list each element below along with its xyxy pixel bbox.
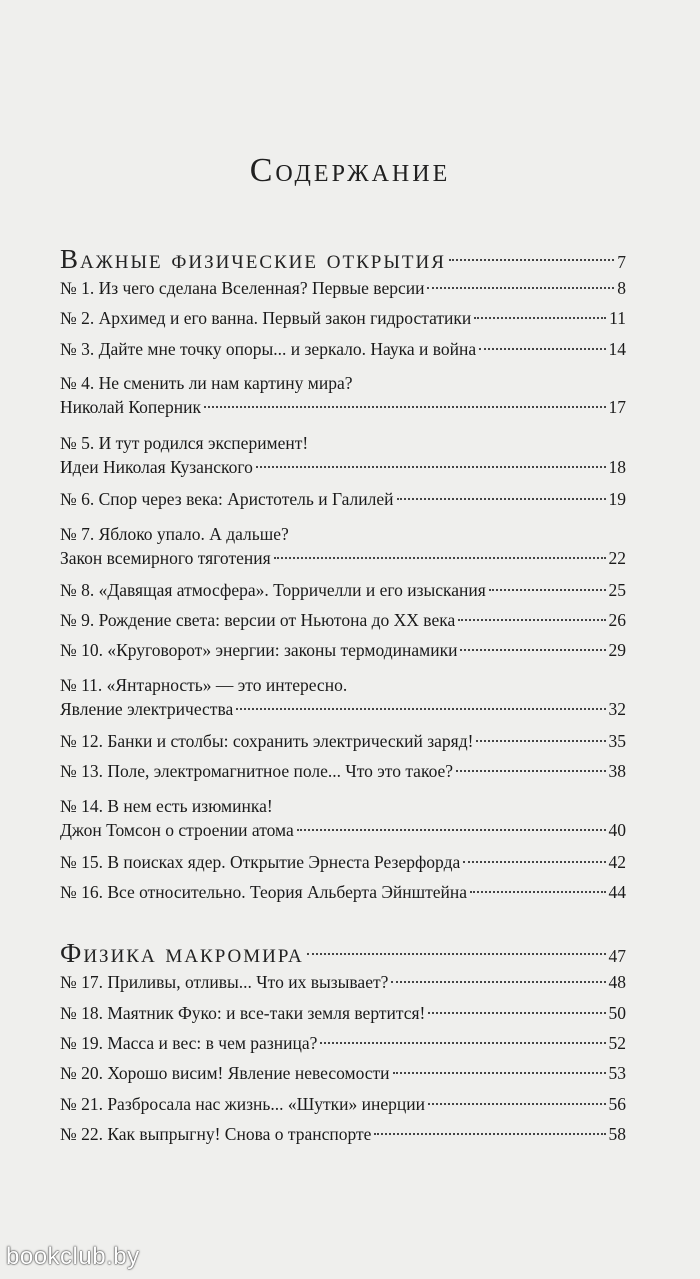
entry-title: № 2. Архимед и его ванна. Первый закон гидростатики (60, 308, 472, 329)
toc-entry[interactable] (60, 1003, 626, 1033)
page-number: 47 (608, 946, 626, 967)
page-number: 19 (608, 489, 626, 510)
entry-title: № 15. В поисках ядер. Открытие Эрнеста Резерфорда (60, 851, 461, 872)
page-number: 40 (608, 819, 626, 840)
page-number: 7 (617, 252, 626, 272)
toc-entry[interactable] (60, 610, 626, 640)
dot-leader (274, 557, 606, 559)
toc-entry[interactable] (60, 972, 626, 1002)
entry-title: № 22. Как выпрыгну! Снова о транспорте (60, 1124, 372, 1145)
dot-leader (397, 498, 606, 500)
page-number: 58 (608, 1124, 626, 1145)
entry-title: № 8. «Давящая атмосфера». Торричелли и его изыскания (60, 579, 486, 600)
entry-title-line: № 14. В нем есть изюминка! (60, 795, 273, 816)
entry-title: № 17. Приливы, отливы... Что их вызывает? (60, 972, 389, 993)
section-title: Важные физические открытия (60, 244, 446, 274)
dot-leader (456, 770, 605, 772)
entry-title: № 10. «Круговорот» энергии: законы термодинамики (60, 640, 458, 661)
toc-entry[interactable] (60, 761, 626, 791)
toc-entry[interactable] (60, 1033, 626, 1063)
dot-leader (297, 829, 606, 831)
page-number: 18 (608, 457, 626, 478)
page-number: 8 (617, 278, 626, 298)
page-number: 25 (608, 579, 626, 600)
section-title: Физика макромира (60, 938, 304, 969)
dot-leader (463, 861, 605, 863)
toc-entry[interactable] (60, 792, 626, 852)
table-of-contents (60, 238, 626, 1155)
dot-leader (489, 589, 606, 591)
page-number: 44 (608, 881, 626, 902)
page-number: 32 (608, 698, 626, 719)
entry-title: № 20. Хорошо висим! Явление невесомости (60, 1063, 390, 1084)
toc-entry[interactable] (60, 731, 626, 761)
toc-entry[interactable] (60, 580, 626, 610)
dot-leader (320, 1042, 605, 1044)
page-number: 56 (608, 1093, 626, 1114)
page-number: 14 (608, 338, 626, 359)
entry-title: № 13. Поле, электромагнитное поле... Что это такое? (60, 761, 454, 782)
dot-leader (391, 981, 605, 983)
entry-title: № 1. Из чего сделана Вселенная? Первые версии (60, 278, 425, 298)
dot-leader (470, 891, 605, 893)
entry-title: № 3. Дайте мне точку опоры... и зеркало. Наука и война (60, 338, 477, 359)
watermark: bookclub.by (6, 1243, 140, 1270)
toc-entry[interactable] (60, 489, 626, 519)
toc-entry[interactable] (60, 852, 626, 882)
dot-leader (256, 466, 606, 468)
page-number: 42 (608, 851, 626, 872)
entry-title: Закон всемирного тяготения (60, 547, 271, 568)
page-number: 50 (608, 1002, 626, 1023)
dot-leader (479, 348, 605, 350)
entry-title: Джон Томсон о строении атома (60, 819, 294, 840)
entry-title: № 12. Банки и столбы: сохранить электрический заряд! (60, 730, 474, 751)
dot-leader (428, 1012, 605, 1014)
page-number: 52 (608, 1033, 626, 1054)
toc-entry[interactable] (60, 520, 626, 580)
entry-title-line: № 5. И тут родился эксперимент! (60, 433, 309, 454)
page-number: 53 (608, 1063, 626, 1084)
page-number: 22 (608, 547, 626, 568)
dot-leader (474, 317, 606, 319)
toc-entry[interactable] (60, 278, 626, 308)
entry-title: Николай Коперник (60, 397, 202, 418)
dot-leader (236, 708, 605, 710)
dot-leader (449, 259, 614, 261)
dot-leader (476, 740, 605, 742)
dot-leader (204, 406, 605, 408)
entry-title: № 9. Рождение света: версии от Ньютона до XX века (60, 609, 456, 630)
page-number: 26 (608, 609, 626, 630)
dot-leader (374, 1133, 605, 1135)
toc-entry[interactable] (60, 369, 626, 429)
dot-leader (428, 1103, 606, 1105)
dot-leader (427, 287, 614, 289)
toc-entry[interactable] (60, 308, 626, 338)
entry-title: № 19. Масса и вес: в чем разница? (60, 1033, 318, 1054)
entry-title: № 16. Все относительно. Теория Альберта Эйнштейна (60, 881, 468, 902)
entry-title-line: № 7. Яблоко упало. А дальше? (60, 523, 289, 544)
toc-entry[interactable] (60, 339, 626, 369)
dot-leader (307, 953, 606, 955)
toc-entry[interactable] (60, 640, 626, 670)
page-number: 48 (608, 972, 626, 993)
page-title: Содержание (249, 152, 451, 189)
page-number: 38 (608, 761, 626, 782)
entry-title: № 18. Маятник Фуко: и все-таки земля вертится! (60, 1002, 426, 1023)
toc-entry[interactable] (60, 882, 626, 912)
section-heading (60, 244, 626, 278)
dot-leader (460, 649, 605, 651)
entry-title: Явление электричества (60, 698, 234, 719)
toc-entry[interactable] (60, 671, 626, 731)
section-heading (60, 938, 626, 972)
entry-title: № 21. Разбросала нас жизнь... «Шутки» инерции (60, 1093, 425, 1114)
toc-entry[interactable] (60, 1094, 626, 1124)
page-number: 17 (608, 397, 626, 418)
page-number: 29 (608, 640, 626, 661)
toc-entry[interactable] (60, 1124, 626, 1154)
entry-title: Идеи Николая Кузанского (60, 457, 253, 478)
toc-entry[interactable] (60, 429, 626, 489)
page-number: 35 (608, 730, 626, 751)
dot-leader (458, 619, 605, 621)
entry-title: № 6. Спор через века: Аристотель и Галилей (60, 489, 394, 510)
entry-title-line: № 4. Не сменить ли нам картину мира? (60, 373, 353, 394)
toc-entry[interactable] (60, 1063, 626, 1093)
dot-leader (393, 1072, 606, 1074)
page-number: 11 (609, 308, 626, 329)
entry-title-line: № 11. «Янтарность» — это интересно. (60, 674, 348, 695)
